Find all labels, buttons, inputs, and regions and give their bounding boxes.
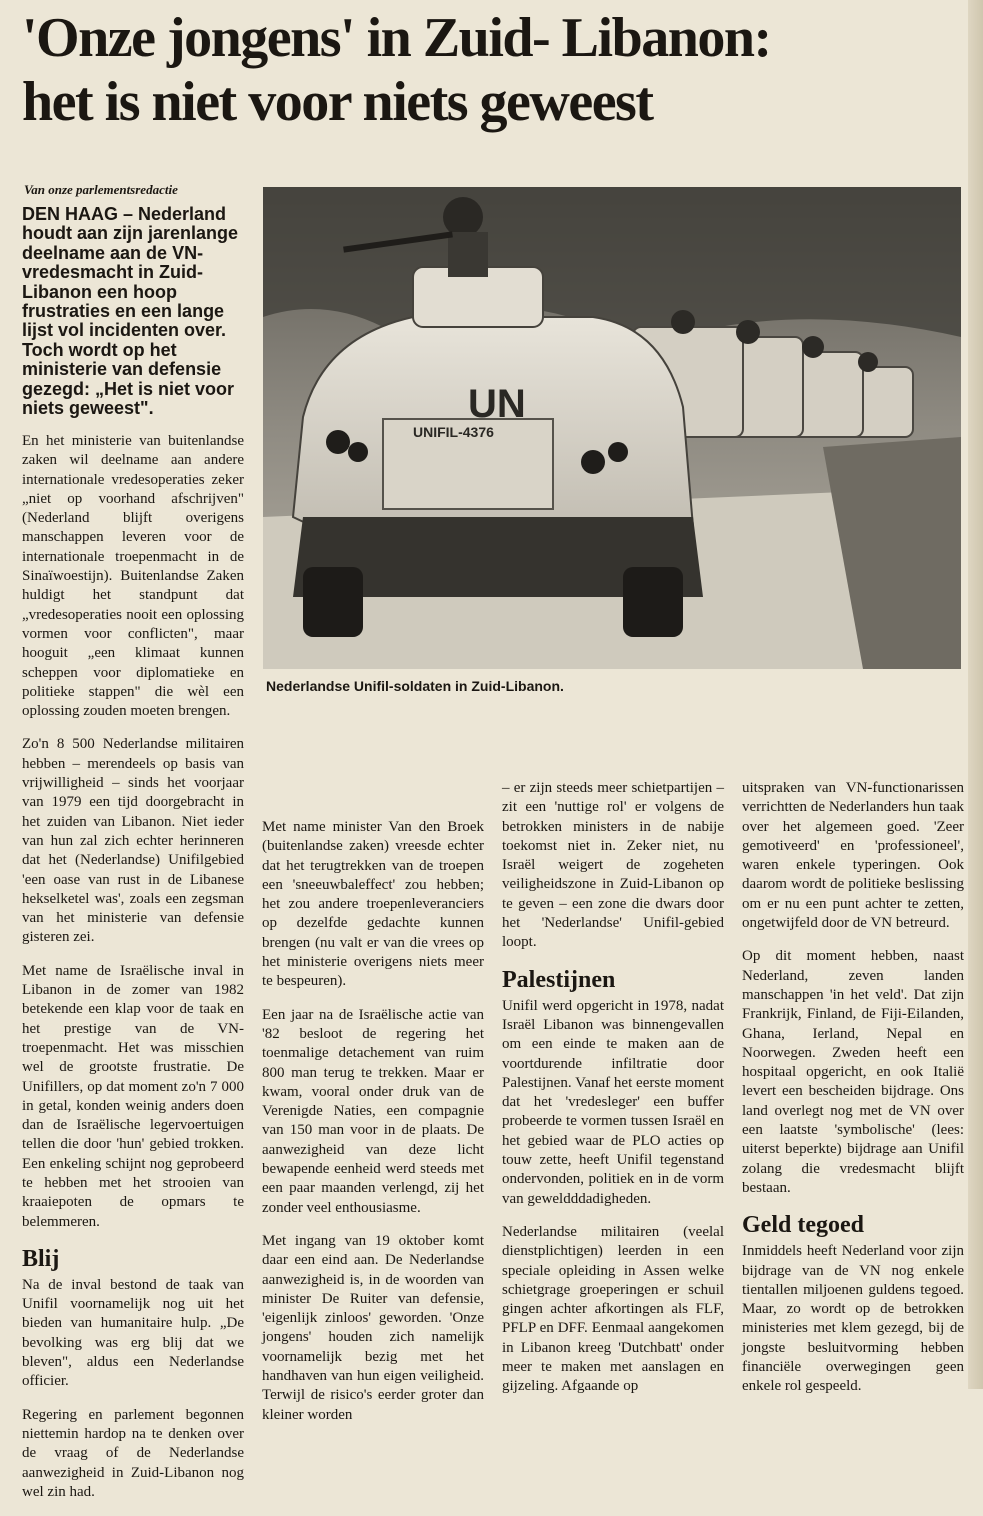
headline-line-2: het is niet voor niets geweest (22, 71, 653, 133)
column-1 (22, 432, 244, 1516)
paragraph: Met name minister Van den Broek (buitenlandse zaken) vreesde echter dat het terugtrekken van de troepen een 'sneeuwbaleffect' zou hebben; het zou andere troepenleveranciers op dezelfde gedachte kunnen brengen (nu valt er van die vrees op het ministerie overigens niets meer te bespeuren). (262, 819, 484, 990)
paragraph: Nederlandse militairen (veelal dienstplichtigen) leerden in een speciale opleiding in Assen welke schietgrage groeperingen er schuil gingen achter afkortingen als FLF, PFLP en DFF. Eenmaal aangekomen in Libanon kreeg 'Dutchbatt' onder meer te maken met aanslagen en gijzeling. Afgaande op (502, 1223, 724, 1395)
paragraph: En het ministerie van buitenlandse zaken wil deelname aan andere internationale vredesoperaties zeker „niet op voorhand afschrijven" (Nederland blijft overigens manschappen leveren voor de internationale troepenmacht in de Sinaïwoestijn). Buitenlandse Zaken huldigt het standpunt dat „vredesoperaties nooit een oplossing vormen voor conflicten", maar hooguit „een klimaat kunnen scheppen voor diplomatieke en politieke stappen" die wèl een oplossing zouden moeten brengen. (22, 433, 244, 720)
column-2 (262, 818, 484, 1439)
vehicle-number-plate: UNIFIL-4376 (413, 424, 494, 440)
byline: Van onze parlementsredactie (24, 182, 178, 197)
paragraph: Met name de Israëlische inval in Libanon in de zomer van 1982 betekende een klap voor de taak en het prestige van de VN-troepenmacht. Het was misschien wel de grootste frustratie. De Unifillers, op dat moment zo'n 7 000 in getal, konden weinig anders doen dan de Israëlische legervoertuigen tellen die door 'hun' gebied trokken. Een enkeling schijnt nog geprobeerd te hebben met het strooien van kraaiepoten de opmars te belemmeren. (22, 962, 244, 1230)
lead-text: DEN HAAG – Nederland houdt aan zijn jarenlange deelname aan de VN-vredesmacht in Zuid-Libanon een hoop frustraties en een lange lijst vol incidenten over. Toch wordt op het ministerie van defensie gezegd: „Het is niet voor niets geweest". (22, 204, 239, 419)
subheading-blij: Blij (22, 1245, 60, 1272)
column-3 (502, 779, 724, 1411)
news-photo (263, 187, 961, 669)
vehicle-un-marking: UN (468, 382, 526, 426)
paragraph: Unifil werd opgericht in 1978, nadat Israël Libanon was binnengevallen om een einde te maken aan de voortdurende infiltratie door Palestijnen. Vanaf het eerste moment dat het 'vredesleger' een buffer probeerde te vormen tussen Israël en het gebied waar de PLO acties op touw zette, heeft Unifil tegenstand ondervonden, politiek en in de vorm van geweldddadigheden. (502, 997, 724, 1207)
paragraph: Met ingang van 19 oktober komt daar een eind aan. De Nederlandse aanwezigheid is, in de woorden van minister De Ruiter van defensie, 'eigenlijk zinloos' geworden. 'Onze jongens' houden zich namelijk voornamelijk bezig met het handhaven van hun eigen veiligheid. Terwijl de risico's eerder groter dan kleiner worden (262, 1232, 484, 1423)
adjacent-page-edge (968, 0, 983, 1389)
lead-paragraph (22, 205, 254, 418)
armored-vehicle-column-photo (263, 187, 961, 669)
headline (22, 6, 972, 134)
paragraph: Een jaar na de Israëlische actie van '82 besloot de regering het toenmalige detachement van ruim 800 man terug te trekken. Maar er kwam, vooral onder druk van de Verenigde Naties, een compagnie van 150 man voor in de plaats. De aanwezigheid van deze licht bewapende eenheid werd steeds met een paar maanden verlengd, zij het zonder veel enthousiasme. (262, 1006, 484, 1216)
photo-caption: Nederlandse Unifil-soldaten in Zuid-Libanon. (266, 678, 564, 694)
headline-line-1: 'Onze jongens' in Zuid- Libanon: (22, 7, 771, 69)
subheading-geld-tegoed: Geld tegoed (742, 1212, 864, 1239)
paragraph: Na de inval bestond de taak van Unifil voornamelijk nog uit het bieden van humanitaire hulp. „De bevolking was erg blij dat we bleven", aldus een Nederlandse officier. (22, 1276, 244, 1390)
column-4 (742, 779, 964, 1411)
paragraph: Zo'n 8 500 Nederlandse militairen hebben – merendeels op basis van vrijwilligheid – sinds het voorjaar van 1979 een tijd doorgebracht in het zuiden van Libanon. Niet ieder van hun zal zich echter herinneren dat het (Nederlandse) Unifilgebied 'een oase van rust in de Libanese hekselketel was', zoals een zegsman van het ministerie van defensie gisteren zei. (22, 736, 244, 946)
paragraph: Op dit moment hebben, naast Nederland, zeven landen manschappen 'in het veld'. Dat zijn Frankrijk, Finland, de Fiji-Eilanden, Ghana, Ierland, Nepal en Noorwegen. Zweden heeft een hospitaal opgericht, en ook Italië levert een bescheiden bijdrage. Ons land overlegt nog met de VN over een laatste 'symbolische' (lees: uiterst beperkte) bijdrage aan Unifil zolang die vredesmacht blijft bestaan. (742, 948, 964, 1196)
paragraph: – er zijn steeds meer schietpartijen – zit een 'nuttige rol' er volgens de betrokken ministers in de nabije toekomst niet in. Zeker niet, nu Israël weigert de zogeheten veiligheidszone in Zuid-Libanon op te geven – een zone die dwars door het 'Nederlandse' Unifil-gebied loopt. (502, 780, 724, 951)
subheading-palestijnen: Palestijnen (502, 966, 616, 993)
paragraph: Regering en parlement begonnen niettemin hardop na te denken over de vraag of de Nederlandse aanwezigheid in Zuid-Libanon nog wel zin had. (22, 1406, 244, 1500)
paragraph: uitspraken van VN-functionarissen verrichtten de Nederlanders hun taak over het algemeen goed. 'Zeer gemotiveerd' en 'professioneel', waren enkele typeringen. Ook daarom wordt de politieke beslissing om er nu een punt achter te zetten, ongetwijfeld door de VN betreurd. (742, 780, 964, 932)
paragraph: Inmiddels heeft Nederland voor zijn bijdrage van de VN nog enkele tientallen miljoenen guldens tegoed. Maar, zo wordt op de betrokken ministeries met klem gezegd, bij de jongste besluitvorming hebben financiële overwegingen geen enkele rol gespeeld. (742, 1243, 964, 1395)
